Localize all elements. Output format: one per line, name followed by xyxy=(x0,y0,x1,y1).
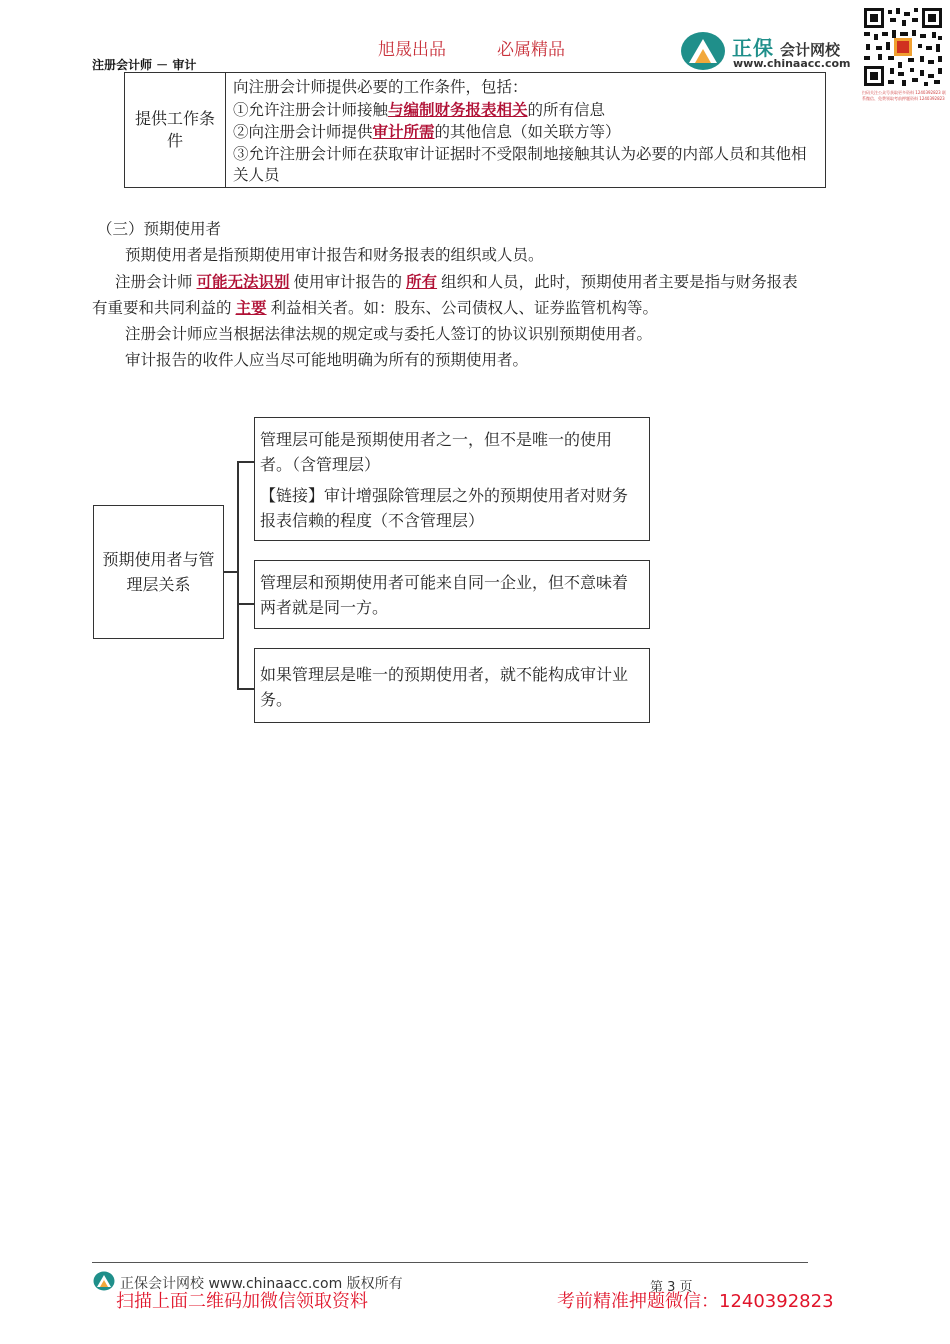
p2-a: 注册会计师 xyxy=(115,273,193,291)
paragraph-1: 预期使用者是指预期使用审计报告和财务报表的组织或人员。 xyxy=(125,246,544,264)
diagram-branch-3: 如果管理层是唯一的预期使用者，就不能构成审计业务。 xyxy=(254,648,650,723)
section-heading: （三）预期使用者 xyxy=(97,220,222,238)
work-conditions-table xyxy=(124,72,826,188)
footer-logo-icon xyxy=(93,1271,115,1291)
p2-highlight-3: 主要 xyxy=(235,298,267,317)
table-item-3: ③允许注册会计师在获取审计证据时不受限制地接触其认为必要的内部人员和其他相关人员 xyxy=(233,144,807,184)
p2-d: 有重要和共同利益的 xyxy=(92,299,232,317)
p2-c: 组织和人员，此时，预期使用者主要是指与财务报表 xyxy=(441,273,798,291)
diagram-branch-1 xyxy=(254,417,650,541)
p2-highlight-1: 可能无法识别 xyxy=(196,272,290,291)
item-2-highlight: 审计所需 xyxy=(372,122,435,141)
connector-spine xyxy=(237,461,239,690)
p2-e: 利益相关者。如：股东、公司债权人、证券监管机构等。 xyxy=(270,299,659,317)
item-1-highlight: 与编制财务报表相关 xyxy=(388,99,528,119)
item-1-post: 的所有信息 xyxy=(527,100,606,119)
footer-page-number: 第 3 页 xyxy=(650,1280,693,1295)
branch-1-line-2: 【链接】审计增强除管理层之外的预期使用者对财务报表信赖的程度（不含管理层） xyxy=(260,486,629,530)
footer-promo-right: 考前精准押题微信：1240392823 xyxy=(557,1291,834,1312)
connector-branch-3 xyxy=(237,688,255,690)
table-row-label: 提供工作条件 xyxy=(125,73,226,187)
footer-promo-left: 扫描上面二维码加微信领取资料 xyxy=(116,1291,368,1312)
item-1-pre: ①允许注册会计师接触 xyxy=(233,100,389,119)
connector-branch-1 xyxy=(237,461,255,463)
diagram-root-node: 预期使用者与管理层关系 xyxy=(93,505,224,639)
paragraph-2-line-2 xyxy=(92,295,658,321)
connector-root xyxy=(224,571,238,573)
paragraph-3: 注册会计师应当根据法律法规的规定或与委托人签订的协议识别预期使用者。 xyxy=(125,325,653,343)
p2-b: 使用审计报告的 xyxy=(293,273,403,291)
table-item-1 xyxy=(233,99,821,122)
p2-highlight-2: 所有 xyxy=(406,272,438,291)
table-item-2 xyxy=(233,121,821,144)
chinaacc-logo-icon xyxy=(680,31,726,71)
footer-rule xyxy=(92,1262,808,1263)
header-slogan-right: 必属精品 xyxy=(497,40,565,60)
qr-code-icon xyxy=(862,6,944,88)
diagram-branch-2: 管理层和预期使用者可能来自同一企业，但不意味着两者就是同一方。 xyxy=(254,560,650,629)
qr-caption: 扫码关注公众号获取更多资料 1240392823 联系微信、免费领取考前押题资料 1240392823 xyxy=(862,90,946,101)
brand-name-main: 正保 xyxy=(732,36,774,60)
footer-copyright: 正保会计网校 www.chinaacc.com 版权所有 xyxy=(120,1276,403,1292)
brand-name-sub: 会计网校 xyxy=(780,41,841,59)
item-2-pre: ②向注册会计师提供 xyxy=(233,123,373,141)
branch-1-line-1: 管理层可能是预期使用者之一，但不是唯一的使用者。（含管理层） xyxy=(260,430,613,474)
doc-title: 注册会计师 － 审计 xyxy=(92,58,197,72)
connector-branch-2 xyxy=(237,603,255,605)
table-intro: 向注册会计师提供必要的工作条件，包括： xyxy=(233,78,528,96)
paragraph-4: 审计报告的收件人应当尽可能地明确为所有的预期使用者。 xyxy=(125,351,529,369)
paragraph-2-line-1 xyxy=(115,269,798,295)
item-2-post: 的其他信息（如关联方等） xyxy=(434,123,621,141)
table-row-content xyxy=(233,77,821,187)
header-slogan-left: 旭晟出品 xyxy=(378,40,446,60)
brand-url: www.chinaacc.com xyxy=(733,57,851,70)
